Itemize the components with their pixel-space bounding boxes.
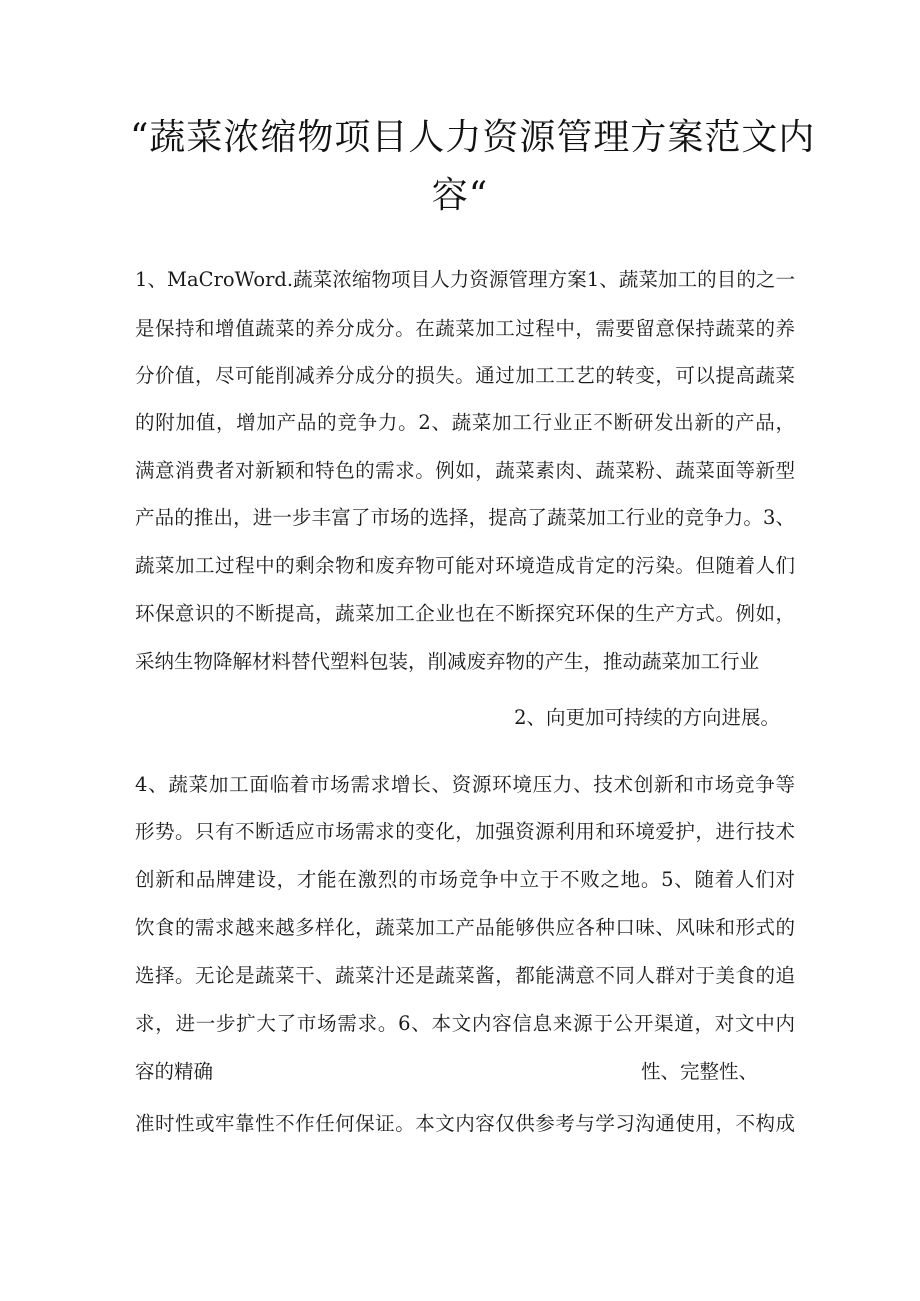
document-title-line-2: 容“ — [431, 175, 489, 216]
paragraph-2-line-1: 4、蔬菜加工面临着市场需求增长、资源环境压力、技术创新和市场竞争等 — [135, 773, 795, 796]
document-title-line-1: “蔬菜浓缩物项目人力资源管理方案范文内 — [130, 117, 816, 158]
final-line: 准时性或牢靠性不作任何保证。本文内容仅供参考与学习沟通使用，不构成 — [135, 1112, 795, 1135]
paragraph-1-line-5: 满意消费者对新颖和特色的需求。例如，蔬菜素肉、蔬菜粉、蔬菜面等新型 — [135, 459, 795, 482]
paragraph-1-line-9: 采纳生物降解材料替代塑料包装，削减废弃物的产生，推动蔬菜加工行业 — [135, 650, 760, 673]
paragraph-2-line-4: 饮食的需求越来越多样化，蔬菜加工产品能够供应各种口味、风味和形式的 — [135, 916, 795, 939]
paragraph-1-line-6: 产品的推出，进一步丰富了市场的选择，提高了蔬菜加工行业的竞争力。3、 — [135, 506, 795, 529]
paragraph-1-line-3: 分价值，尽可能削减养分成分的损失。通过加工工艺的转变，可以提高蔬菜 — [135, 364, 795, 387]
paragraph-1-line-2: 是保持和增值蔬菜的养分成分。在蔬菜加工过程中，需要留意保持蔬菜的养 — [135, 317, 795, 340]
split-line-left: 容的精确 — [135, 1060, 214, 1083]
paragraph-1-line-4: 的附加值，增加产品的竞争力。2、蔬菜加工行业正不断研发出新的产品， — [135, 411, 795, 434]
paragraph-1-tail: 2、向更加可持续的方向进展。 — [514, 706, 780, 729]
paragraph-1-line-1: 1、MaCroWord.蔬菜浓缩物项目人力资源管理方案1、蔬菜加工的目的之一 — [135, 268, 795, 291]
paragraph-2-line-6: 求，进一步扩大了市场需求。6、本文内容信息来源于公开渠道，对文中内 — [135, 1012, 795, 1035]
paragraph-1-line-8: 环保意识的不断提高，蔬菜加工企业也在不断探究环保的生产方式。例如， — [135, 602, 795, 625]
paragraph-2-line-3: 创新和品牌建设，才能在激烈的市场竞争中立于不败之地。5、随着人们对 — [135, 868, 795, 891]
split-line-right: 性、完整性、 — [641, 1060, 759, 1083]
paragraph-2-line-2: 形势。只有不断适应市场需求的变化，加强资源利用和环境爱护，进行技术 — [135, 820, 795, 843]
paragraph-2-line-5: 选择。无论是蔬菜干、蔬菜汁还是蔬菜酱，都能满意不同人群对于美食的追 — [135, 964, 795, 987]
paragraph-1-line-7: 蔬菜加工过程中的剩余物和废弃物可能对环境造成肯定的污染。但随着人们 — [135, 554, 795, 577]
